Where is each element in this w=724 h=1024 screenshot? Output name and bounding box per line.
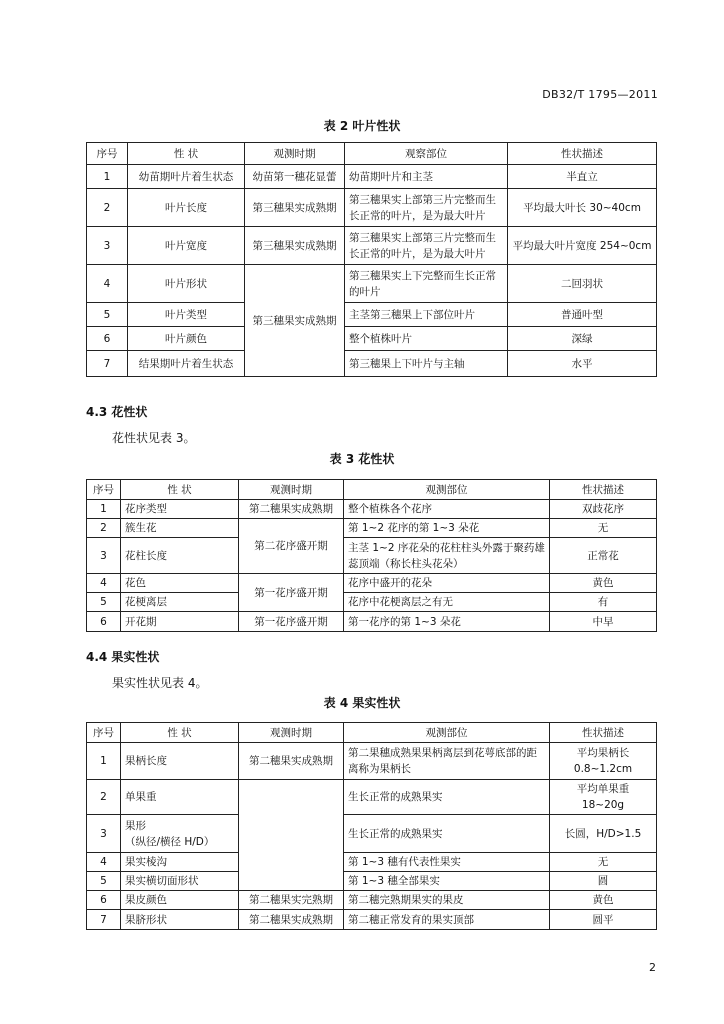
cell: 5 xyxy=(87,872,121,891)
cell: 第二穗果实完熟期 xyxy=(239,891,344,910)
cell: 长圆，H/D>1.5 xyxy=(550,815,657,853)
table3 xyxy=(86,479,657,632)
table-row xyxy=(87,743,657,780)
table-row xyxy=(87,165,657,189)
section-heading-4-4: 4.4 果实性状 xyxy=(86,650,160,664)
cell: 4 xyxy=(87,574,121,593)
cell: 整个植株叶片 xyxy=(345,327,508,351)
table-row xyxy=(87,872,657,891)
cell: 开花期 xyxy=(121,612,239,632)
cell: 第一花序盛开期 xyxy=(239,574,344,612)
cell: 果实横切面形状 xyxy=(121,872,239,891)
cell: 叶片长度 xyxy=(128,189,245,227)
cell: 第三穗果实成熟期 xyxy=(245,265,345,377)
cell: 2 xyxy=(87,780,121,815)
col-header: 性 状 xyxy=(121,723,239,743)
cell: 第二穗果实成熟期 xyxy=(239,500,344,519)
cell: 7 xyxy=(87,910,121,930)
cell: 第三穗果上下叶片与主轴 xyxy=(345,351,508,377)
cell: 有 xyxy=(550,593,657,612)
cell: 5 xyxy=(87,593,121,612)
cell: 生长正常的成熟果实 xyxy=(344,780,550,815)
cell: 花序类型 xyxy=(121,500,239,519)
cell: 第三穗果实成熟期 xyxy=(245,227,345,265)
cell: 整个植株各个花序 xyxy=(344,500,550,519)
col-header: 性状描述 xyxy=(550,480,657,500)
cell: 4 xyxy=(87,853,121,872)
table2 xyxy=(86,142,657,377)
table-row xyxy=(87,303,657,327)
table3-caption: 表 3 花性状 xyxy=(329,452,395,466)
col-header: 观测时期 xyxy=(239,480,344,500)
col-header: 观测部位 xyxy=(344,723,550,743)
table4-caption: 表 4 果实性状 xyxy=(323,696,401,710)
col-header: 观测时期 xyxy=(245,143,345,165)
table-row xyxy=(87,815,657,853)
cell: 幼苗期叶片和主茎 xyxy=(345,165,508,189)
cell: 第三穗果实上下完整而生长正常的叶片 xyxy=(345,265,508,303)
cell: 果脐形状 xyxy=(121,910,239,930)
table-row xyxy=(87,853,657,872)
cell: 4 xyxy=(87,265,128,303)
cell: 花梗离层 xyxy=(121,593,239,612)
table-row xyxy=(87,780,657,815)
cell: 3 xyxy=(87,538,121,574)
table-row xyxy=(87,891,657,910)
cell xyxy=(239,780,344,891)
cell-note: （纵径/横径 H/D） xyxy=(125,835,215,848)
table4 xyxy=(86,722,657,930)
cell: 1 xyxy=(87,743,121,780)
cell: 幼苗第一穗花显蕾 xyxy=(245,165,345,189)
col-header: 观测时期 xyxy=(239,723,344,743)
cell: 第三穗果实成熟期 xyxy=(245,189,345,227)
cell: 水平 xyxy=(508,351,657,377)
cell: 果皮颜色 xyxy=(121,891,239,910)
col-header: 性 状 xyxy=(121,480,239,500)
col-header: 性 状 xyxy=(128,143,245,165)
col-header: 观察部位 xyxy=(345,143,508,165)
cell: 第二穗果实成熟期 xyxy=(239,910,344,930)
cell: 圆平 xyxy=(550,910,657,930)
cell: 7 xyxy=(87,351,128,377)
cell: 第三穗果实上部第三片完整而生长正常的叶片，是为最大叶片 xyxy=(345,227,508,265)
cell: 花色 xyxy=(121,574,239,593)
cell: 黄色 xyxy=(550,574,657,593)
cell: 6 xyxy=(87,891,121,910)
cell: 双歧花序 xyxy=(550,500,657,519)
table-row xyxy=(87,910,657,930)
cell: 主茎 1~2 序花朵的花柱柱头外露于聚药雄蕊顶端（称长柱头花朵） xyxy=(344,538,550,574)
col-header: 性状描述 xyxy=(550,723,657,743)
cell: 结果期叶片着生状态 xyxy=(128,351,245,377)
cell: 2 xyxy=(87,189,128,227)
cell: 正常花 xyxy=(550,538,657,574)
cell: 果实棱沟 xyxy=(121,853,239,872)
cell: 平均单果重 18~20g xyxy=(550,780,657,815)
cell: 花柱长度 xyxy=(121,538,239,574)
cell: 1 xyxy=(87,500,121,519)
cell: 第 1~3 穗全部果实 xyxy=(344,872,550,891)
cell: 幼苗期叶片着生状态 xyxy=(128,165,245,189)
cell: 第二果穗成熟果果柄离层到花萼底部的距离称为果柄长 xyxy=(344,743,550,780)
cell: 第二穗正常发育的果实顶部 xyxy=(344,910,550,930)
cell: 单果重 xyxy=(121,780,239,815)
cell: 平均果柄长 0.8~1.2cm xyxy=(550,743,657,780)
col-header: 观测部位 xyxy=(344,480,550,500)
table-row xyxy=(87,519,657,538)
cell: 第 1~2 花序的第 1~3 朵花 xyxy=(344,519,550,538)
cell: 6 xyxy=(87,612,121,632)
cell: 第二穗完熟期果实的果皮 xyxy=(344,891,550,910)
table-row xyxy=(87,500,657,519)
cell: 花序中花梗离层之有无 xyxy=(344,593,550,612)
page-number: 2 xyxy=(649,961,656,974)
cell: 第二花序盛开期 xyxy=(239,519,344,574)
cell: 第 1~3 穗有代表性果实 xyxy=(344,853,550,872)
col-header: 性状描述 xyxy=(508,143,657,165)
cell: 普通叶型 xyxy=(508,303,657,327)
cell: 第一花序的第 1~3 朵花 xyxy=(344,612,550,632)
table-row xyxy=(87,612,657,632)
table-row xyxy=(87,538,657,574)
cell: 圆 xyxy=(550,872,657,891)
cell: 黄色 xyxy=(550,891,657,910)
cell: 叶片形状 xyxy=(128,265,245,303)
cell: 簇生花 xyxy=(121,519,239,538)
col-header: 序号 xyxy=(87,480,121,500)
cell: 3 xyxy=(87,227,128,265)
col-header: 序号 xyxy=(87,143,128,165)
cell-line: 果形 xyxy=(125,819,146,832)
cell: 平均最大叶长 30~40cm xyxy=(508,189,657,227)
cell: 生长正常的成熟果实 xyxy=(344,815,550,853)
cell: 第三穗果实上部第三片完整而生长正常的叶片，是为最大叶片 xyxy=(345,189,508,227)
cell: 花序中盛开的花朵 xyxy=(344,574,550,593)
table-row xyxy=(87,351,657,377)
cell: 叶片宽度 xyxy=(128,227,245,265)
cell: 半直立 xyxy=(508,165,657,189)
cell xyxy=(121,815,239,853)
section-heading-4-3: 4.3 花性状 xyxy=(86,405,148,419)
cell: 平均最大叶片宽度 254~0cm xyxy=(508,227,657,265)
cell: 第二穗果实成熟期 xyxy=(239,743,344,780)
cell: 第一花序盛开期 xyxy=(239,612,344,632)
cell: 果柄长度 xyxy=(121,743,239,780)
cell: 6 xyxy=(87,327,128,351)
table2-caption: 表 2 叶片性状 xyxy=(323,119,401,133)
cell: 2 xyxy=(87,519,121,538)
cell: 叶片类型 xyxy=(128,303,245,327)
table-row xyxy=(87,265,657,303)
cell: 3 xyxy=(87,815,121,853)
section-text-4-4: 果实性状见表 4。 xyxy=(112,676,208,690)
cell: 5 xyxy=(87,303,128,327)
cell: 无 xyxy=(550,853,657,872)
cell: 1 xyxy=(87,165,128,189)
cell: 无 xyxy=(550,519,657,538)
table-row xyxy=(87,593,657,612)
doc-code: DB32/T 1795—2011 xyxy=(542,88,658,101)
cell: 二回羽状 xyxy=(508,265,657,303)
col-header: 序号 xyxy=(87,723,121,743)
section-text-4-3: 花性状见表 3。 xyxy=(112,431,196,445)
cell: 叶片颜色 xyxy=(128,327,245,351)
table-row xyxy=(87,227,657,265)
cell: 主茎第三穗果上下部位叶片 xyxy=(345,303,508,327)
table-row xyxy=(87,574,657,593)
table-row xyxy=(87,327,657,351)
cell: 中早 xyxy=(550,612,657,632)
table-row xyxy=(87,189,657,227)
cell: 深绿 xyxy=(508,327,657,351)
